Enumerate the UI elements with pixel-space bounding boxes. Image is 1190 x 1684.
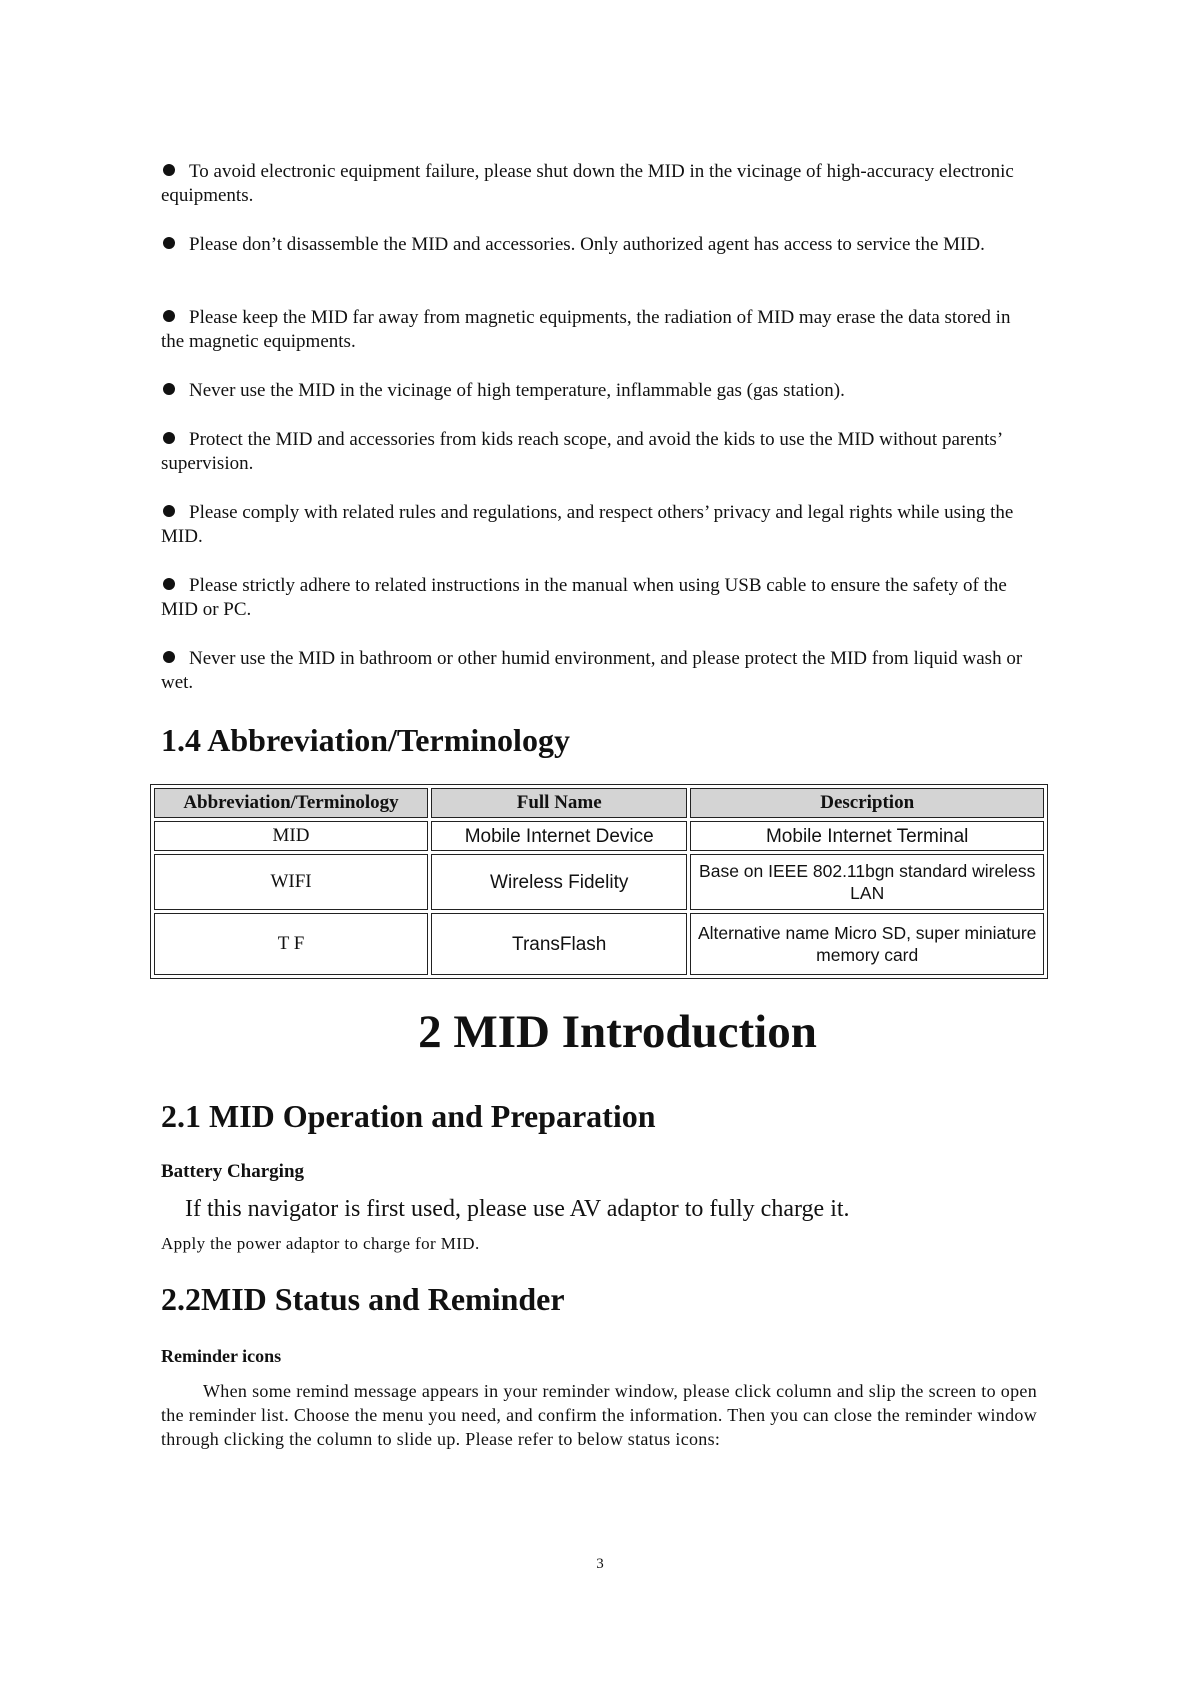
table-cell-full-name: TransFlash xyxy=(431,913,687,975)
table-row xyxy=(154,821,1044,851)
table-row xyxy=(154,913,1044,975)
bullet-text: To avoid electronic equipment failure, please shut down the MID in the vicinage of high-accuracy electronic equipments. xyxy=(161,161,1014,206)
table-row xyxy=(154,854,1044,910)
paragraph-power-adaptor: Apply the power adaptor to charge for MID. xyxy=(161,1234,480,1253)
table-header-cell: Abbreviation/Terminology xyxy=(154,788,428,818)
bullet-item xyxy=(161,647,1031,695)
paragraph-reminder-window: When some remind message appears in your reminder window, please click column and slip the screen to open the reminder list. Choose the menu you need, and confirm the information. Then you can close the reminder window through clicking the column to slide up. Please refer to below status icons: xyxy=(161,1381,1037,1449)
bullet-item xyxy=(161,306,1031,354)
chapter-title: 2 MID Introduction xyxy=(418,1006,817,1058)
terminology-table xyxy=(150,784,1048,979)
bullet-item xyxy=(161,574,1031,622)
bullet-text: Please keep the MID far away from magnetic equipments, the radiation of MID may erase the data stored in the magnetic equipments. xyxy=(161,307,1011,352)
subheading-battery-charging: Battery Charging xyxy=(161,1161,305,1182)
table-cell-abbreviation: MID xyxy=(154,821,428,851)
bullet-dot-icon xyxy=(163,237,175,249)
table-header-cell: Full Name xyxy=(431,788,687,818)
table-cell-description: Alternative name Micro SD, super miniature memory card xyxy=(690,913,1044,975)
table-cell-abbreviation: T F xyxy=(154,913,428,975)
table-cell-abbreviation: WIFI xyxy=(154,854,428,910)
table-cell-description: Base on IEEE 802.11bgn standard wireless LAN xyxy=(690,854,1044,910)
bullet-item xyxy=(161,233,1031,257)
table-header-cell: Description xyxy=(690,788,1044,818)
bullet-dot-icon xyxy=(163,383,175,395)
bullet-text: Never use the MID in the vicinage of high temperature, inflammable gas (gas station). xyxy=(189,380,845,401)
section-heading-2-1: 2.1 MID Operation and Preparation xyxy=(161,1098,656,1134)
section-heading-2-2: 2.2MID Status and Reminder xyxy=(161,1281,565,1317)
page-number: 3 xyxy=(596,1556,604,1572)
section-heading-1-4: 1.4 Abbreviation/Terminology xyxy=(161,722,570,758)
bullet-text: Never use the MID in bathroom or other humid environment, and please protect the MID from liquid wash or wet. xyxy=(161,648,1023,693)
bullet-text: Protect the MID and accessories from kids reach scope, and avoid the kids to use the MID without parents’ supervision. xyxy=(161,429,1002,474)
table-header-row xyxy=(154,788,1044,818)
table-cell-full-name: Wireless Fidelity xyxy=(431,854,687,910)
table-cell-full-name: Mobile Internet Device xyxy=(431,821,687,851)
bullet-item xyxy=(161,501,1031,549)
paragraph-first-use: If this navigator is first used, please use AV adaptor to fully charge it. xyxy=(185,1196,850,1222)
bullet-dot-icon xyxy=(163,651,175,663)
bullet-dot-icon xyxy=(163,164,175,176)
bullet-item xyxy=(161,160,1031,208)
bullet-text: Please comply with related rules and regulations, and respect others’ privacy and legal rights while using the MID. xyxy=(161,502,1014,547)
bullet-item xyxy=(161,428,1031,476)
bullet-dot-icon xyxy=(163,432,175,444)
bullet-text: Please don’t disassemble the MID and accessories. Only authorized agent has access to service the MID. xyxy=(189,234,985,255)
bullet-dot-icon xyxy=(163,578,175,590)
bullet-item xyxy=(161,379,1031,403)
table-cell-description: Mobile Internet Terminal xyxy=(690,821,1044,851)
bullet-text: Please strictly adhere to related instructions in the manual when using USB cable to ensure the safety of the MID or PC. xyxy=(161,575,1007,620)
bullet-dot-icon xyxy=(163,505,175,517)
bullet-dot-icon xyxy=(163,310,175,322)
subheading-reminder-icons: Reminder icons xyxy=(161,1346,282,1366)
